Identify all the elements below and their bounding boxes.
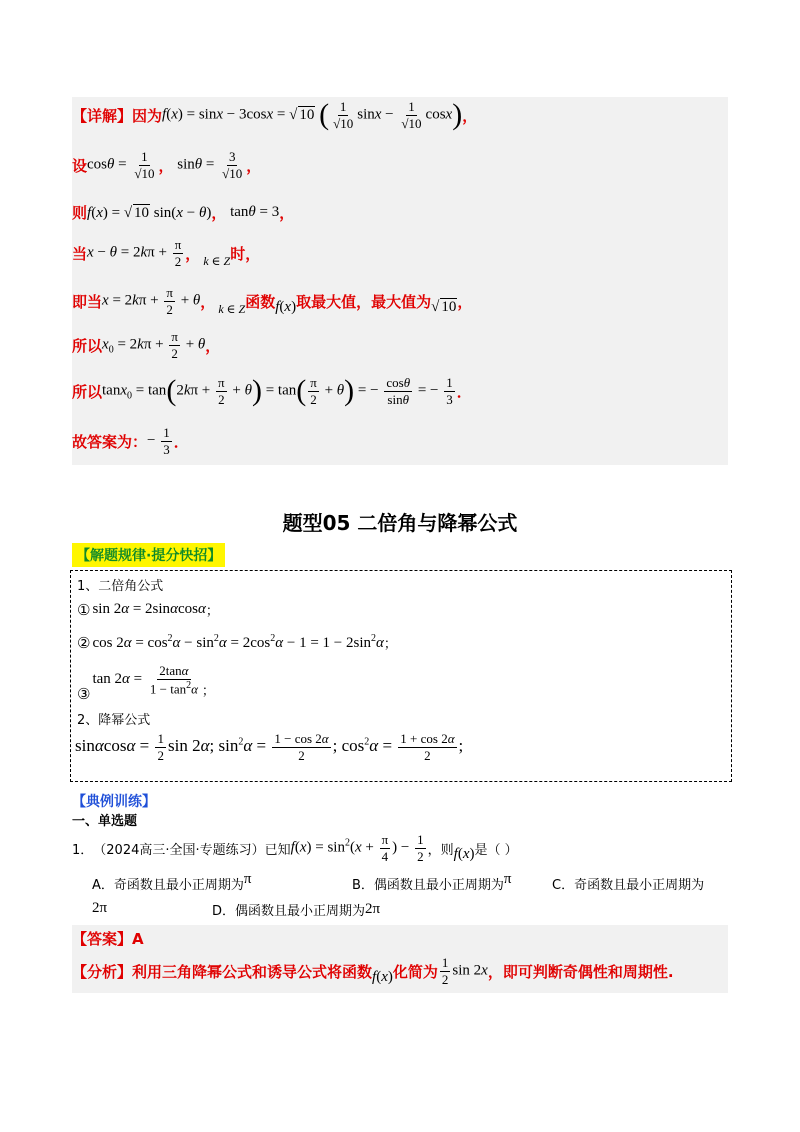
suoyi-label-2: 所以	[72, 382, 103, 401]
formula-answer: − $\frac{1}{3}$	[147, 425, 170, 457]
single-choice-heading: 一、单选题	[72, 814, 138, 829]
solution-panel	[72, 97, 728, 465]
circled-3: ③	[77, 684, 91, 703]
formula-sin2a-line	[77, 600, 219, 619]
comma: ，	[462, 106, 478, 125]
circled-2: ②	[77, 633, 91, 652]
formula-x0: $x_0 = 2k\pi$ + $\frac{\pi}{2}$ + θ	[102, 329, 206, 361]
solution-line-7	[72, 375, 472, 407]
option-b-pi: π	[503, 871, 512, 887]
comma: ，	[246, 156, 262, 175]
question-source: （2024高三·全国·专题练习）已知	[93, 842, 291, 858]
formula-cos2a-line	[77, 633, 397, 652]
question-1	[72, 832, 518, 864]
formula-cos2a: $\cos 2\alpha = \cos^2\alpha - \sin^2\alpha = 2\cos^2\alpha - 1 = 1 - 2\sin^2\alpha$	[92, 633, 384, 651]
formula-x-theta: x − θ = 2kπ + $\frac{\pi}{2}$	[87, 237, 182, 269]
analysis-text-a: 【分析】利用三角降幂公式和诱导公式将函数	[72, 962, 373, 981]
practice-label: 【典例训练】	[72, 794, 156, 810]
comma: ，	[457, 292, 473, 311]
formula-sin-theta: sinθ = $\frac{3}{√10}$	[173, 149, 243, 181]
option-c-continued	[92, 900, 107, 917]
suoyi-label: 所以	[72, 336, 103, 355]
comma: ，	[211, 204, 227, 222]
option-b[interactable]	[352, 871, 512, 893]
formula-tan-theta: tanθ = 3	[226, 204, 280, 220]
formula-k-in-z: k ∈ Z	[203, 253, 231, 268]
solution-line-1	[72, 99, 477, 131]
comma: ，	[185, 244, 201, 263]
question-end: 是（ ）	[474, 842, 518, 858]
question-mid: ，则	[427, 842, 454, 858]
solution-line-5	[72, 285, 472, 317]
semicolon: ；	[205, 604, 219, 619]
solution-line-2	[72, 149, 261, 181]
ze-label: 则	[72, 204, 88, 222]
comma: ，	[158, 156, 174, 175]
answer-label: 故答案为：	[72, 432, 148, 451]
option-a-text: A．奇函数且最小正周期为	[92, 878, 244, 893]
semicolon: ；	[383, 637, 397, 652]
formula-fx-sin: f(x) = √ 10 sin(x − θ)	[87, 204, 212, 221]
formula-tan-x0: tanx$_0$ = tan(2kπ + $\frac{\pi}{2}$ + θ) = tan( $\frac{\pi}{2}$ + θ) = − $\frac{\cos\theta}{\sin\theta}$ = − $\frac{1}{3}$	[102, 374, 453, 408]
option-a-pi: π	[243, 871, 252, 887]
power-reduction-heading-text: 2、降幂公式	[77, 713, 151, 728]
detail-label: 【详解】因为	[72, 106, 163, 125]
formula-sin2a: sin 2α = 2sinαcosα	[92, 601, 206, 617]
analysis-text-c: ，即可判断奇偶性和周期性.	[487, 962, 674, 981]
solution-line-6	[72, 329, 220, 361]
formula-fx-expansion: f(x) = sinx − 3cosx = √ 10 ( $\frac{1}{√10}$ sinx − $\frac{1}{√10}$ cosx)	[162, 98, 463, 132]
analysis-line	[72, 955, 674, 987]
option-b-text: B．偶函数且最小正周期为	[352, 878, 504, 893]
formula-x-value: x = 2kπ + $\frac{\pi}{2}$ + θ	[102, 285, 201, 317]
section-title: 题型05 二倍角与降幂公式	[282, 511, 518, 535]
analysis-text-b: 化简为	[392, 962, 438, 981]
answer-panel	[72, 925, 728, 993]
option-d-text: D．偶函数且最小正周期为	[212, 904, 366, 919]
option-c-text: C．奇函数且最小正周期为	[552, 878, 705, 893]
solution-line-3	[72, 202, 294, 223]
qu-max-label: 取最大值，最大值为	[296, 292, 432, 311]
formula-question-fx: $f(x) = \sin^2(x$ + $\frac{\pi}{4}$ ) − $\frac{1}{2}$	[290, 832, 424, 864]
period: ．	[173, 432, 189, 451]
formula-fx-analysis: f(x)	[372, 968, 393, 985]
shi-label: 时，	[230, 244, 261, 263]
dang-label: 当	[72, 244, 88, 263]
solution-line-8	[72, 425, 189, 457]
option-a[interactable]	[92, 871, 252, 893]
semicolon: ；	[201, 684, 215, 700]
jidang-label: 即当	[72, 292, 103, 311]
comma: ，	[205, 336, 221, 355]
solution-line-4	[72, 237, 260, 269]
formula-box	[70, 570, 732, 782]
tips-label: 【解题规律·提分快招】	[72, 543, 225, 567]
formula-cos-theta: cosθ = $\frac{1}{√10}$	[87, 149, 155, 181]
circled-1: ①	[77, 600, 91, 619]
formula-k-in-z-2: k ∈ Z	[218, 301, 246, 316]
comma: ，	[279, 204, 295, 222]
option-c-2pi: 2π	[92, 900, 108, 916]
power-reduction-line	[75, 731, 463, 763]
formula-tan2a: tan 2α = $\frac{2\tan\alpha}{1 - \tan^2\alpha}$	[92, 663, 198, 696]
formula-power-reduction: sinαcosα = $\frac{1}{2}$ sin 2α; $\sin^2\alpha$ = $\frac{1 - \cos 2\alpha}{2}$ ; $\cos^2\alpha$ = $\frac{1 + \cos 2\alpha}{2}$ ;	[75, 731, 464, 763]
option-d[interactable]	[212, 900, 380, 919]
formula-tan2a-line	[77, 663, 215, 703]
double-angle-heading-text: 1、二倍角公式	[77, 579, 164, 594]
question-number: 1．	[72, 842, 94, 858]
option-d-2pi: 2π	[365, 901, 381, 917]
comma: ，	[200, 292, 216, 311]
formula-fx-q: f(x)	[453, 845, 475, 862]
answer-text: 【答案】A	[72, 930, 144, 948]
hanshu-label: 函数	[245, 292, 276, 311]
period: ．	[456, 382, 472, 401]
power-reduction-heading	[77, 709, 150, 728]
formula-half-sin2x: $\frac{1}{2}$ sin 2x	[441, 955, 488, 987]
formula-sqrt10: √ 10	[431, 299, 457, 316]
option-c[interactable]	[552, 874, 704, 893]
double-angle-heading	[77, 575, 163, 594]
she-label: 设	[72, 156, 88, 175]
formula-fx: f(x)	[275, 298, 297, 315]
